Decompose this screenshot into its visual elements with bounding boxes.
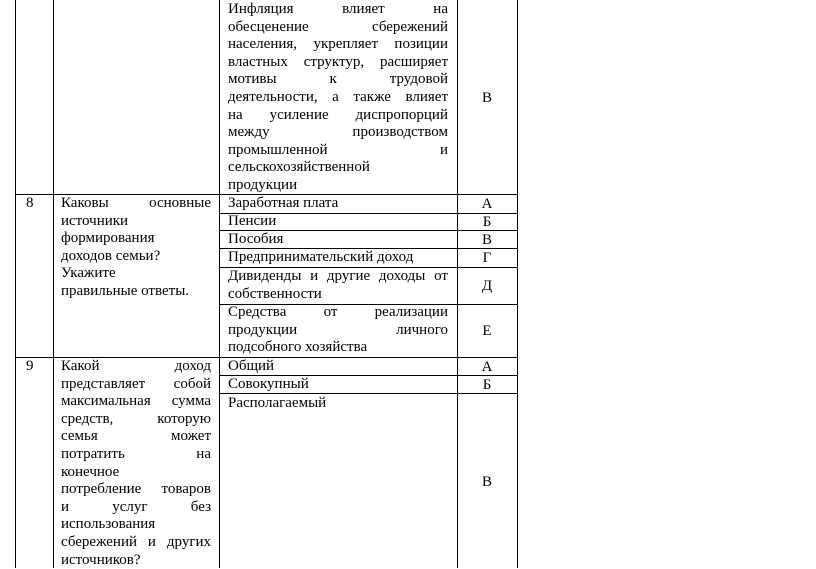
table-border-right (517, 0, 518, 568)
option-text: Пенсии (228, 213, 277, 229)
option-text: Совокупный (228, 376, 309, 392)
option-letter: В (481, 232, 492, 248)
option-text: Общий (228, 358, 275, 374)
table-border-left (15, 0, 16, 568)
option-text: Дивиденды и другие доходы от собственности (228, 268, 448, 302)
option-letter: В (481, 90, 492, 106)
option-text: Средства от реализации продукции личного подсобного хозяйства (228, 304, 448, 356)
option-text: Располагаемый (228, 395, 327, 411)
option-letter: Б (482, 377, 492, 393)
option-letter: Д (481, 278, 493, 294)
option-letter: Б (482, 214, 492, 230)
question-text: Какой доход представляет собой максимальная сумма средств, которую семья может потратить на конечное потребление товаров и услуг без использования сбережений и других источников? (61, 358, 211, 568)
option-letter: Г (482, 250, 492, 266)
option-text: Пособия (228, 231, 284, 247)
question-number: 8 (26, 195, 34, 211)
option-text: Заработная плата (228, 195, 339, 211)
column-divider-question (219, 0, 220, 568)
column-divider-number (53, 0, 54, 568)
option-text: Предпринимательский доход (228, 249, 414, 265)
question-text: Каковы основные источники формирования доходов семьи? Укажите правильные ответы. (61, 195, 211, 299)
question-number: 9 (26, 358, 34, 374)
option-letter: В (481, 474, 492, 490)
option-letter: А (481, 196, 493, 212)
option-text-inflation: Инфляция влияет на обесценение сбережений населения, укрепляет позиции властных структур, расширяет мотивы к трудовой деятельности, а также влияет на усиление диспропорций между производством промышленной и сельскохозяйственной продукции (228, 1, 448, 193)
option-letter: Е (482, 323, 492, 339)
option-letter: А (481, 359, 493, 375)
